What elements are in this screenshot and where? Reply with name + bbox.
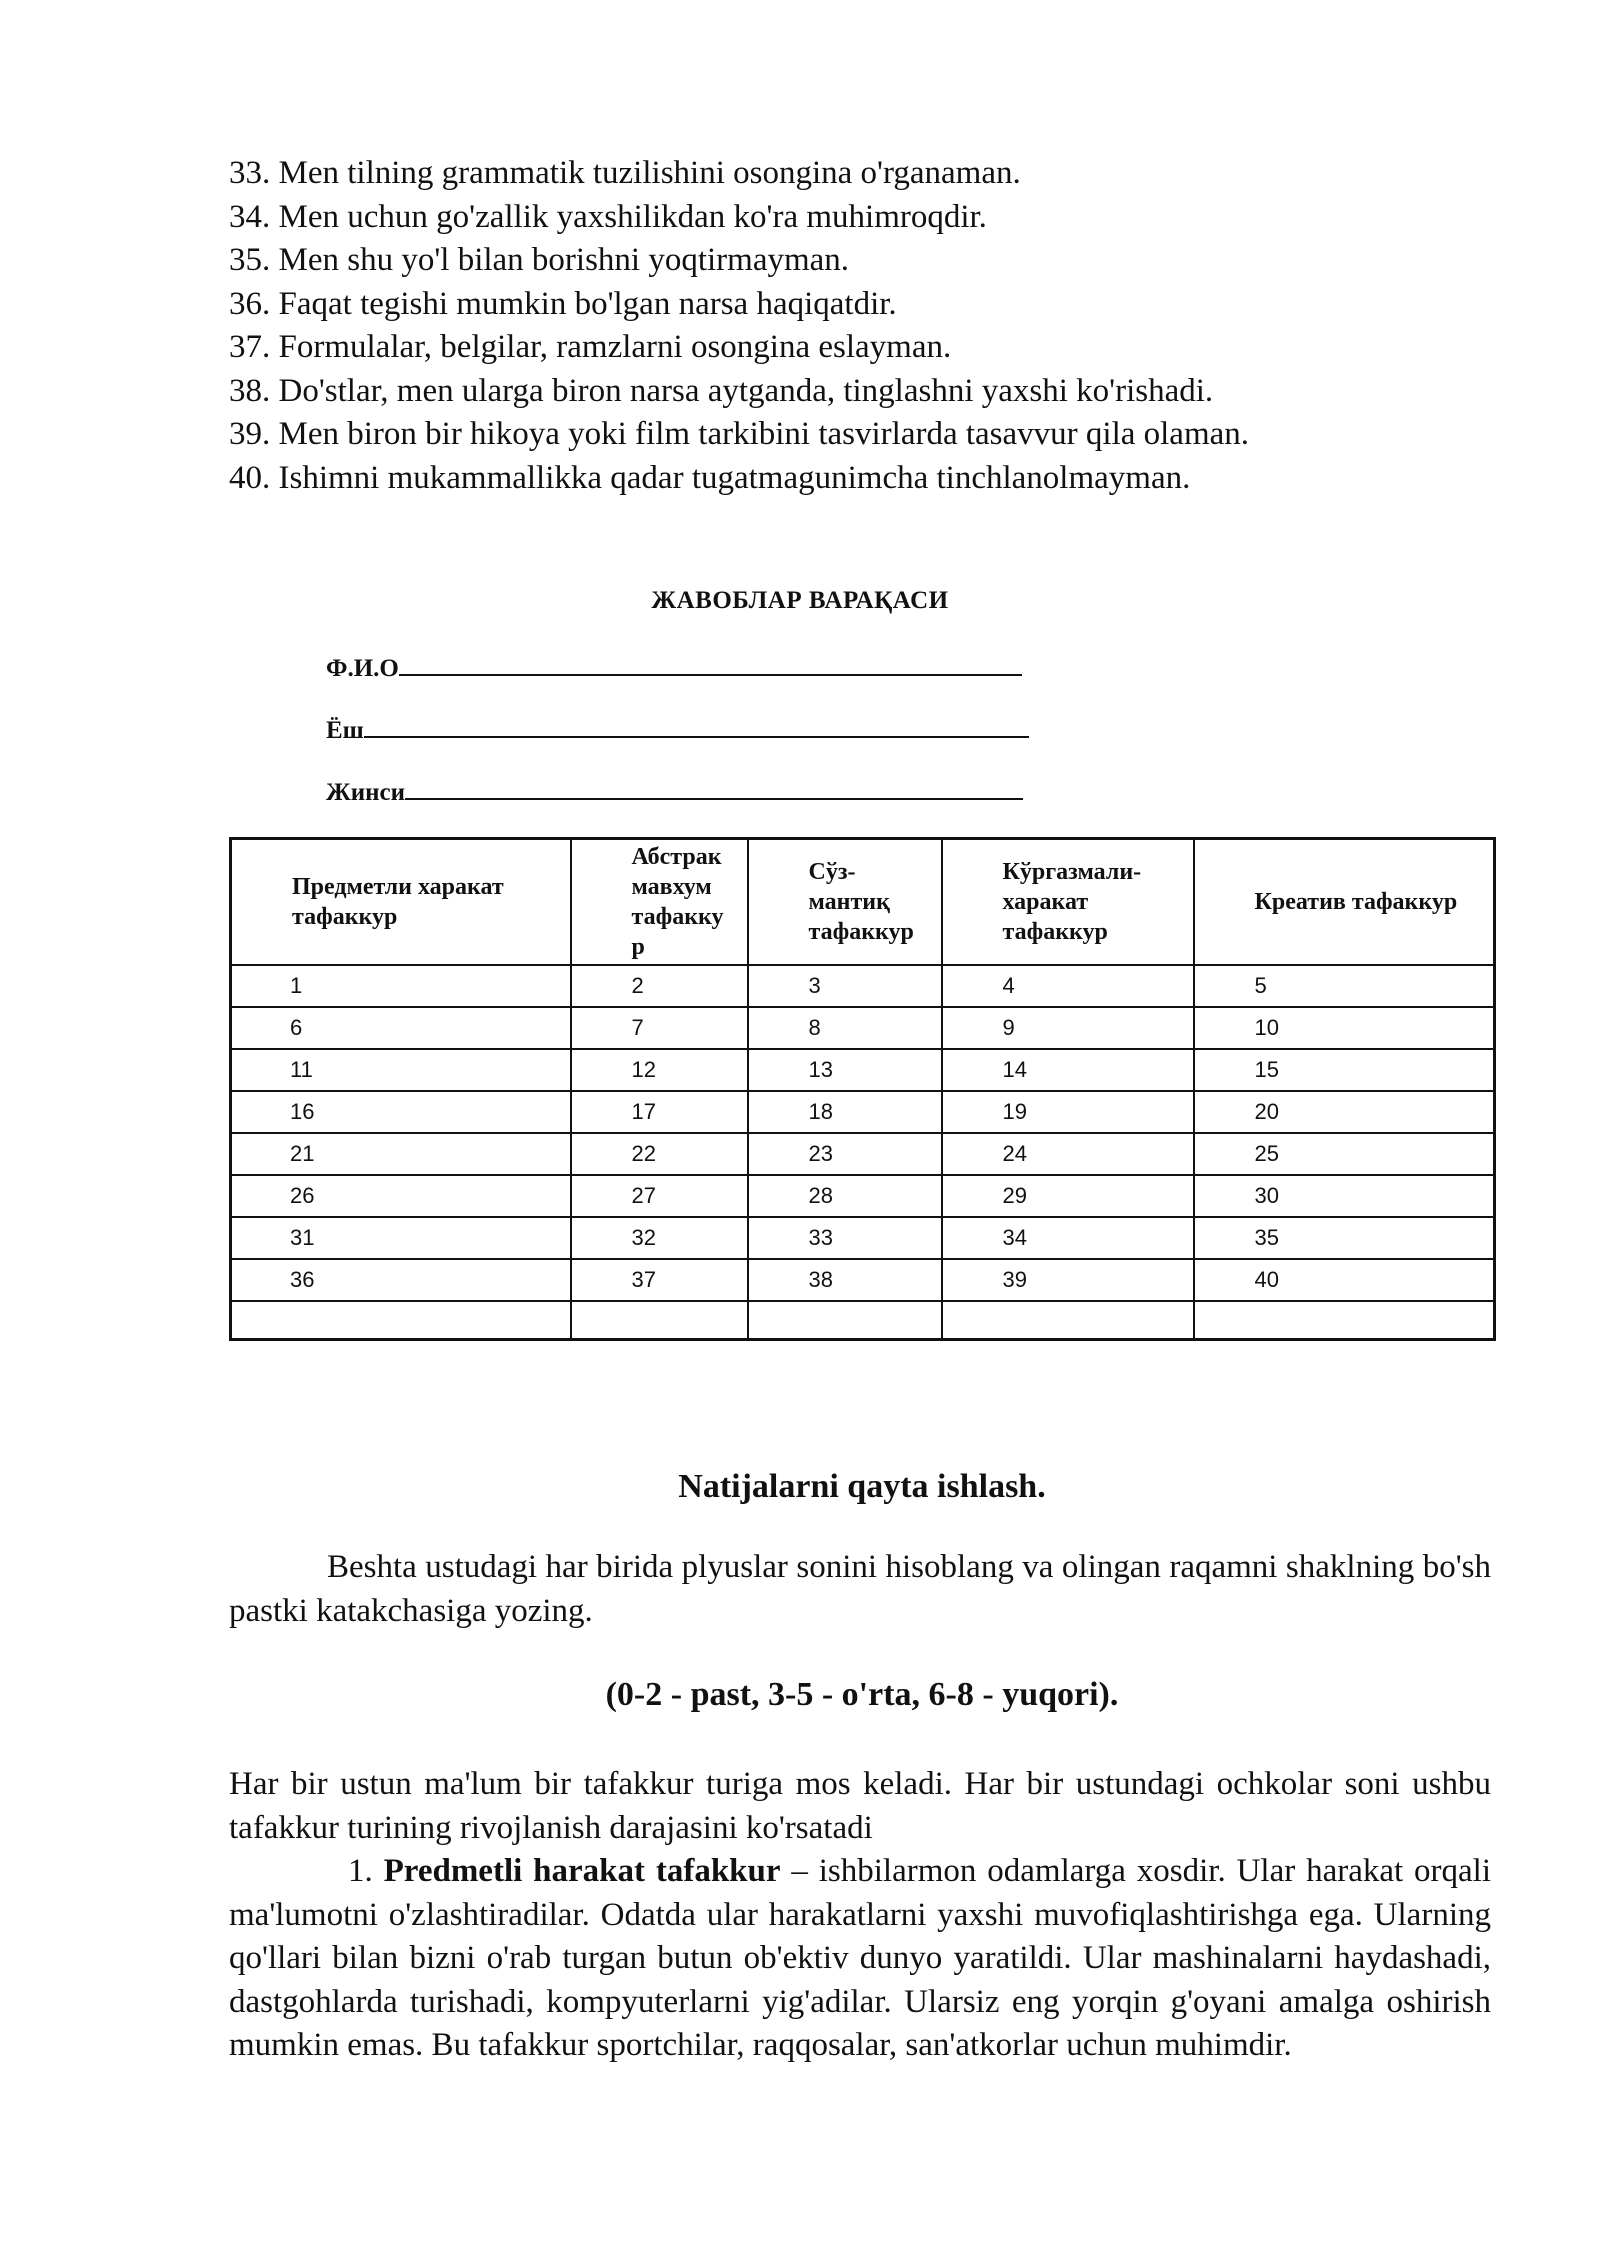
statement-37: 37. Formulalar, belgilar, ramzlarni osongina eslayman.: [229, 329, 952, 365]
table-cell[interactable]: 31: [231, 1217, 571, 1259]
table-cell[interactable]: 28: [748, 1175, 942, 1217]
score-scale: (0-2 - past, 3-5 - o'rta, 6-8 - yuqori).: [605, 1676, 1119, 1713]
table-row: [231, 1007, 1495, 1049]
table-row: [231, 1217, 1495, 1259]
total-cell[interactable]: [942, 1301, 1194, 1340]
table-cell[interactable]: 6: [231, 1007, 571, 1049]
table-cell[interactable]: 29: [942, 1175, 1194, 1217]
total-cell[interactable]: [1194, 1301, 1495, 1340]
table-cell[interactable]: 25: [1194, 1133, 1495, 1175]
table-cell[interactable]: 32: [571, 1217, 748, 1259]
table-cell[interactable]: 21: [231, 1133, 571, 1175]
table-cell[interactable]: 22: [571, 1133, 748, 1175]
table-cell[interactable]: 35: [1194, 1217, 1495, 1259]
age-field: [326, 714, 1029, 745]
table-cell[interactable]: 13: [748, 1049, 942, 1091]
table-cell[interactable]: 17: [571, 1091, 748, 1133]
table-row: [231, 1175, 1495, 1217]
table-cell[interactable]: 14: [942, 1049, 1194, 1091]
table-cell[interactable]: 24: [942, 1133, 1194, 1175]
results-instruction: Beshta ustudagi har birida plyuslar sonini hisoblang va olingan raqamni shaklning bo'sh pastki katakchasiga yozing.: [229, 1549, 1491, 1629]
column-header: Абстрак мавхум тафакку р: [571, 839, 748, 966]
total-cell[interactable]: [748, 1301, 942, 1340]
column-header: Кўргазмали- харакат тафаккур: [942, 839, 1194, 966]
table-cell[interactable]: 38: [748, 1259, 942, 1301]
table-row: [231, 1091, 1495, 1133]
item-number: 1.: [348, 1853, 373, 1889]
table-cell[interactable]: 10: [1194, 1007, 1495, 1049]
gender-label: Жинси: [326, 779, 406, 806]
table-cell[interactable]: 37: [571, 1259, 748, 1301]
table-cell[interactable]: 4: [942, 965, 1194, 1007]
table-cell[interactable]: 16: [231, 1091, 571, 1133]
item-text: – ishbilarmon odamlarga xosdir. Ular harakat orqali ma'lumotni o'zlashtiradilar. Odatda ular harakatlarni yaxshi muvofiqlashtirishga ega. Ularning qo'llari bilan bizni o'rab turgan butun ob'ektiv dunyo yaratildi. Ular mashinalarni haydashadi, dastgohlarda turishadi, kompyuterlarni yig'adilar. Ularsiz eng yorqin g'oyani amalga oshirish mumkin emas. Bu tafakkur sportchilar, raqqosalar, san'atkorlar uchun muhimdir.: [229, 1853, 1491, 2063]
age-blank-line[interactable]: [364, 714, 1029, 738]
table-row: [231, 1049, 1495, 1091]
statement-34: 34. Men uchun go'zallik yaxshilikdan ko'ra muhimroqdir.: [229, 198, 987, 235]
item-term: Predmetli harakat tafakkur: [383, 1853, 781, 1889]
table-cell[interactable]: 3: [748, 965, 942, 1007]
table-cell[interactable]: 39: [942, 1259, 1194, 1301]
table-cell[interactable]: 9: [942, 1007, 1194, 1049]
column-header: Предметли харакат тафаккур: [231, 839, 571, 966]
results-explanation: Har bir ustun ma'lum bir tafakkur turiga mos keladi. Har bir ustundagi ochkolar soni ushbu tafakkur turining rivojlanish darajasini ko'rsatadi: [229, 1766, 1491, 1846]
table-cell[interactable]: 7: [571, 1007, 748, 1049]
statement-33: 33. Men tilning grammatik tuzilishini osongina o'rganaman.: [229, 155, 1021, 191]
table-row: [231, 1133, 1495, 1175]
thinking-type-item-1: [229, 1850, 1491, 2068]
table-cell[interactable]: 40: [1194, 1259, 1495, 1301]
table-cell[interactable]: 34: [942, 1217, 1194, 1259]
gender-field: [326, 776, 1023, 807]
table-cell[interactable]: 19: [942, 1091, 1194, 1133]
results-title: Natijalarni qayta ishlash.: [678, 1468, 1046, 1505]
gender-blank-line[interactable]: [405, 776, 1023, 800]
column-header: Креатив тафаккур: [1194, 839, 1495, 966]
statement-36: 36. Faqat tegishi mumkin bo'lgan narsa haqiqatdir.: [229, 285, 897, 322]
statement-40: 40. Ishimni mukammallikka qadar tugatmagunimcha tinchlanolmayman.: [229, 459, 1191, 496]
table-cell[interactable]: 23: [748, 1133, 942, 1175]
table-cell[interactable]: 27: [571, 1175, 748, 1217]
statement-list: [229, 152, 1489, 500]
answer-sheet-title: ЖАВОБЛАР ВАРАҚАСИ: [651, 587, 949, 614]
table-cell[interactable]: 33: [748, 1217, 942, 1259]
total-cell[interactable]: [231, 1301, 571, 1340]
table-header-row: [231, 839, 1495, 966]
table-cell[interactable]: 8: [748, 1007, 942, 1049]
table-cell[interactable]: 18: [748, 1091, 942, 1133]
column-header: Сўз- мантиқ тафаккур: [748, 839, 942, 966]
table-row: [231, 1259, 1495, 1301]
table-cell[interactable]: 30: [1194, 1175, 1495, 1217]
table-cell[interactable]: 5: [1194, 965, 1495, 1007]
answer-table: [229, 837, 1496, 1341]
name-label: Ф.И.О: [326, 655, 399, 682]
statement-35: 35. Men shu yo'l bilan borishni yoqtirmayman.: [229, 242, 850, 278]
table-cell[interactable]: 20: [1194, 1091, 1495, 1133]
table-cell[interactable]: 1: [231, 965, 571, 1007]
name-field: [326, 652, 1022, 683]
age-label: Ёш: [326, 717, 364, 744]
statement-38: 38. Do'stlar, men ularga biron narsa aytganda, tinglashni yaxshi ko'rishadi.: [229, 372, 1214, 409]
name-blank-line[interactable]: [399, 652, 1022, 676]
table-cell[interactable]: 2: [571, 965, 748, 1007]
table-total-row: [231, 1301, 1495, 1340]
table-row: [231, 965, 1495, 1007]
table-cell[interactable]: 26: [231, 1175, 571, 1217]
table-cell[interactable]: 11: [231, 1049, 571, 1091]
total-cell[interactable]: [571, 1301, 748, 1340]
table-cell[interactable]: 12: [571, 1049, 748, 1091]
table-cell[interactable]: 36: [231, 1259, 571, 1301]
table-cell[interactable]: 15: [1194, 1049, 1495, 1091]
statement-39: 39. Men biron bir hikoya yoki film tarkibini tasvirlarda tasavvur qila olaman.: [229, 416, 1250, 452]
